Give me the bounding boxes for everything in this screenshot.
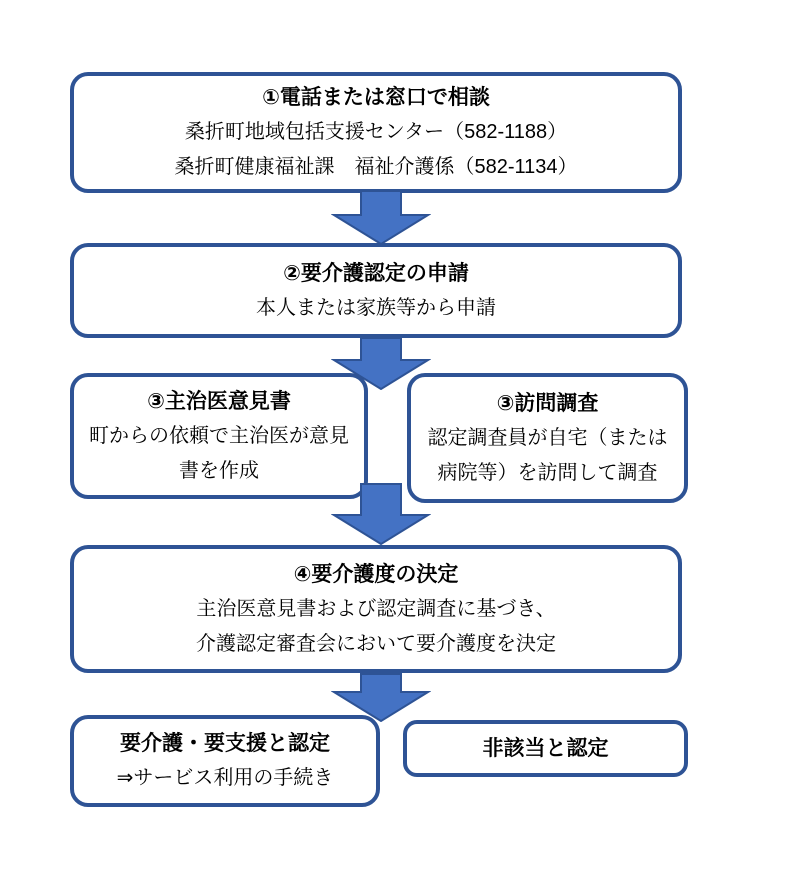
flow-arrow-down-2: [331, 337, 431, 390]
step3b-line1: 認定調査員が自宅（または: [427, 426, 668, 449]
result-not-applicable-title: 非該当と認定: [482, 737, 609, 760]
flow-arrow-down-4: [331, 673, 431, 722]
flow-arrow-down-1: [331, 190, 431, 245]
result-not-applicable-box: [403, 720, 688, 777]
step2-application-box: [70, 243, 682, 338]
step3a-line1: 町からの依頼で主治医が意見: [89, 424, 349, 447]
step4-decision-box: [70, 545, 682, 673]
step3b-title: ③訪問調査: [496, 391, 599, 415]
step3b-line2: 病院等）を訪問して調査: [437, 461, 658, 484]
step2-line1: 本人または家族等から申請: [256, 296, 496, 319]
step3-doctor-opinion-box: [70, 373, 368, 499]
step1-consult-box: [70, 72, 682, 193]
step3-visit-survey-box: [407, 373, 688, 503]
step3a-line2: 書を作成: [179, 459, 259, 482]
step2-title: ②要介護認定の申請: [283, 261, 469, 285]
step4-title: ④要介護度の決定: [293, 562, 459, 586]
result-certified-line1: ⇒サービス利用の手続き: [116, 767, 334, 789]
flow-arrow-down-3: [331, 483, 431, 545]
step3a-title: ③主治医意見書: [147, 389, 291, 413]
result-certified-box: [70, 715, 380, 807]
step1-line2: 桑折町健康福祉課 福祉介護係（582-1134）: [174, 156, 578, 178]
step1-title: ①電話または窓口で相談: [262, 86, 490, 109]
step4-line1: 主治医意見書および認定調査に基づき、: [196, 597, 556, 620]
result-certified-title: 要介護・要支援と認定: [120, 732, 330, 755]
step1-line1: 桑折町地域包括支援センター（582-1188）: [184, 121, 568, 143]
step4-line2: 介護認定審査会において要介護度を決定: [196, 632, 556, 655]
